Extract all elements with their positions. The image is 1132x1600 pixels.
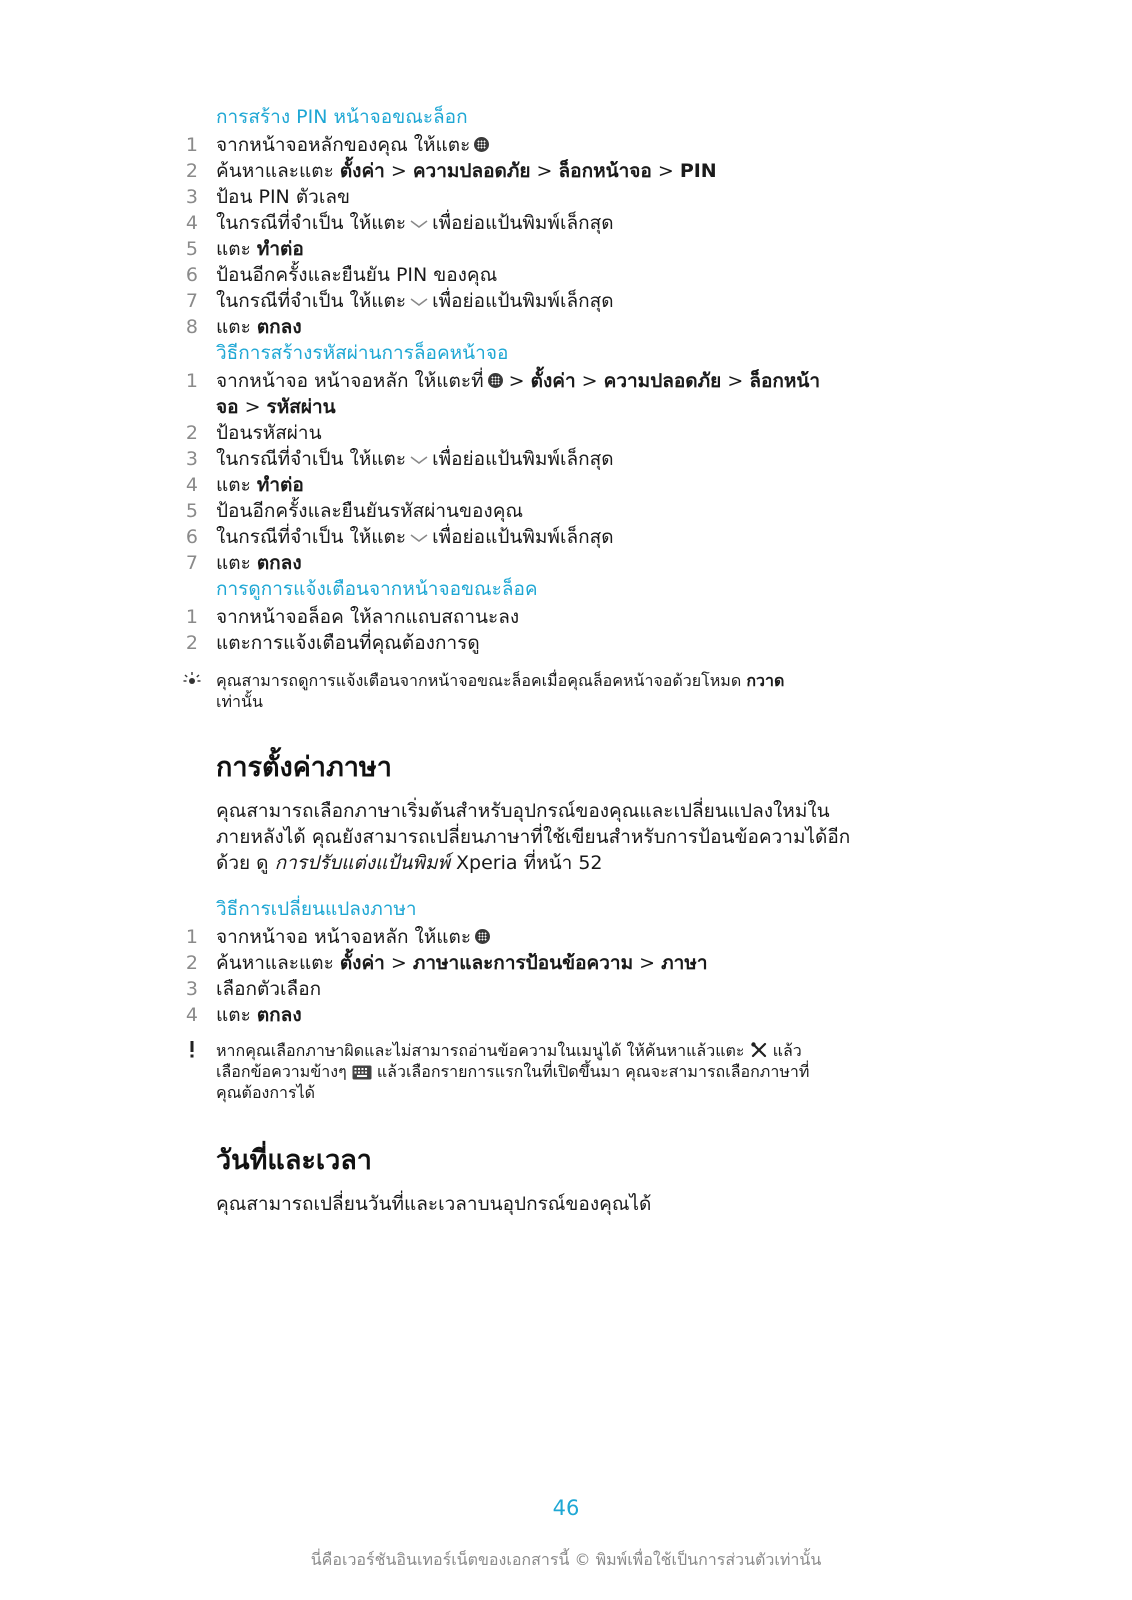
- list-item: [185, 950, 946, 976]
- footer-notice: นี่คือเวอร์ชันอินเทอร์เน็ตของเอกสารนี้ © พิมพ์เพื่อใช้เป็นการส่วนตัวเท่านั้น: [310, 1550, 822, 1569]
- step-number: 2: [185, 422, 198, 444]
- menu-path-password: รหัสผ่าน: [266, 396, 336, 418]
- list-item: [185, 1002, 946, 1028]
- list-item: [185, 184, 946, 210]
- list-item: [185, 472, 946, 498]
- step-number: 4: [185, 474, 198, 496]
- section-heading-password: วิธีการสร้างรหัสผ่านการล็อคหน้าจอ: [216, 342, 509, 364]
- step-text: เพื่อย่อแป้นพิมพ์เล็กสุด: [432, 526, 614, 548]
- chevron-down-icon: [409, 297, 429, 307]
- menu-path-settings: ตั้งค่า: [339, 160, 385, 182]
- tip-note: [216, 670, 946, 712]
- step-number: 7: [185, 552, 198, 574]
- intro-line: Xperia ที่หน้า 52: [450, 852, 603, 874]
- step-number: 3: [185, 186, 198, 208]
- step-text: แตะ: [216, 1004, 257, 1026]
- step-number: 2: [185, 632, 198, 654]
- step-number: 5: [185, 500, 198, 522]
- step-number: 7: [185, 290, 198, 312]
- list-item: [185, 288, 946, 314]
- list-item: [185, 420, 946, 446]
- cross-reference-link[interactable]: การปรับแต่งแป้นพิมพ์: [274, 852, 450, 874]
- step-number: 5: [185, 238, 198, 260]
- step-number: 3: [185, 448, 198, 470]
- step-number: 3: [185, 978, 198, 1000]
- step-text: แตะ: [216, 474, 257, 496]
- step-number: 8: [185, 316, 198, 338]
- button-name-continue: ทำต่อ: [256, 238, 304, 260]
- apps-icon: [474, 137, 489, 152]
- warning-text: หากคุณเลือกภาษาผิดและไม่สามารถอ่านข้อความในเมนูได้ ให้ค้นหาแล้วแตะ: [216, 1041, 745, 1060]
- step-text: เพื่อย่อแป้นพิมพ์เล็กสุด: [432, 212, 614, 234]
- chevron-down-icon: [409, 455, 429, 465]
- list-item: [185, 604, 946, 630]
- list-item: [185, 498, 946, 524]
- button-name-ok: ตกลง: [256, 552, 302, 574]
- menu-path-settings: ตั้งค่า: [339, 952, 385, 974]
- step-text: ในกรณีที่จำเป็น ให้แตะ: [216, 448, 407, 470]
- page-content: [185, 104, 946, 1217]
- step-text: ป้อนรหัสผ่าน: [216, 422, 322, 444]
- tools-icon: [750, 1041, 768, 1059]
- language-intro: [216, 798, 946, 876]
- menu-path-settings: ตั้งค่า: [530, 370, 576, 392]
- menu-path-screen-lock: จอ: [216, 396, 239, 418]
- apps-icon: [488, 373, 503, 388]
- step-text: ป้อน PIN ตัวเลข: [216, 186, 350, 208]
- path-separator: >: [238, 396, 267, 418]
- step-number: 1: [185, 926, 198, 948]
- step-number: 4: [185, 212, 198, 234]
- list-item: [185, 524, 946, 550]
- step-text: จากหน้าจอหลักของคุณ ให้แตะ: [216, 134, 471, 156]
- step-text: ค้นหาและแตะ: [216, 160, 340, 182]
- path-separator: >: [384, 160, 413, 182]
- intro-line: คุณสามารถเลือกภาษาเริ่มต้นสำหรับอุปกรณ์ของคุณและเปลี่ยนแปลงใหม่ใน: [216, 800, 830, 822]
- list-item: [185, 262, 946, 288]
- section-title-language: การตั้งค่าภาษา: [216, 752, 392, 783]
- steps-password: [185, 368, 946, 576]
- step-text: ในกรณีที่จำเป็น ให้แตะ: [216, 212, 407, 234]
- list-item: [185, 550, 946, 576]
- path-separator: >: [633, 952, 662, 974]
- step-text: เพื่อย่อแป้นพิมพ์เล็กสุด: [432, 290, 614, 312]
- step-number: 2: [185, 952, 198, 974]
- step-text: จากหน้าจอ หน้าจอหลัก ให้แตะ: [216, 926, 472, 948]
- exclamation-icon: [182, 1040, 202, 1060]
- step-text: แตะการแจ้งเตือนที่คุณต้องการดู: [216, 632, 480, 654]
- step-text: จากหน้าจอล็อค ให้ลากแถบสถานะลง: [216, 606, 520, 628]
- step-text: ในกรณีที่จำเป็น ให้แตะ: [216, 526, 407, 548]
- list-item: [185, 368, 946, 420]
- path-separator: >: [575, 370, 604, 392]
- step-text: แตะ: [216, 238, 257, 260]
- list-item: [185, 210, 946, 236]
- steps-pin: [185, 132, 946, 340]
- steps-language: [185, 924, 946, 1028]
- chevron-down-icon: [409, 219, 429, 229]
- list-item: [185, 924, 946, 950]
- list-item: [185, 314, 946, 340]
- menu-path-pin: PIN: [679, 160, 717, 182]
- step-number: 4: [185, 1004, 198, 1026]
- section-title-date-time: วันที่และเวลา: [216, 1145, 372, 1176]
- step-number: 6: [185, 264, 198, 286]
- step-text: ค้นหาและแตะ: [216, 952, 340, 974]
- section-heading-notifications: การดูการแจ้งเตือนจากหน้าจอขณะล็อค: [216, 578, 538, 600]
- path-separator: >: [530, 160, 559, 182]
- tip-text: คุณสามารถดูการแจ้งเตือนจากหน้าจอขณะล็อคเมื่อคุณล็อคหน้าจอด้วยโหมด: [216, 671, 747, 690]
- section-heading-pin: การสร้าง PIN หน้าจอขณะล็อก: [216, 106, 468, 128]
- lightbulb-icon: [182, 670, 202, 690]
- menu-path-security: ความปลอดภัย: [412, 160, 531, 182]
- intro-line: ภายหลังได้ คุณยังสามารถเปลี่ยนภาษาที่ใช้เขียนสำหรับการป้อนข้อความได้อีก: [216, 826, 851, 848]
- step-text: เลือกตัวเลือก: [216, 978, 322, 1000]
- tip-text: เท่านั้น: [216, 692, 263, 711]
- warning-text: แล้วเลือกรายการแรกในที่เปิดขึ้นมา คุณจะสามารถเลือกภาษาที่: [376, 1062, 810, 1081]
- step-number: 1: [185, 134, 198, 156]
- warning-text: แล้ว: [772, 1041, 802, 1060]
- list-item: [185, 158, 946, 184]
- warning-note: [216, 1040, 946, 1103]
- warning-text: เลือกข้อความข้างๆ: [216, 1062, 347, 1081]
- page-number: 46: [552, 1496, 580, 1520]
- path-separator: >: [651, 160, 680, 182]
- button-name-ok: ตกลง: [256, 1004, 302, 1026]
- step-number: 6: [185, 526, 198, 548]
- intro-line: ด้วย ดู: [216, 852, 275, 874]
- list-item: [185, 132, 946, 158]
- button-name-continue: ทำต่อ: [256, 474, 304, 496]
- step-text: แตะ: [216, 316, 257, 338]
- step-text: แตะ: [216, 552, 257, 574]
- warning-text: คุณต้องการได้: [216, 1083, 316, 1102]
- button-name-ok: ตกลง: [256, 316, 302, 338]
- step-text: ป้อนอีกครั้งและยืนยัน PIN ของคุณ: [216, 264, 498, 286]
- menu-path-language: ภาษา: [661, 952, 708, 974]
- list-item: [185, 630, 946, 656]
- apps-icon: [475, 929, 490, 944]
- step-text: ป้อนอีกครั้งและยืนยันรหัสผ่านของคุณ: [216, 500, 524, 522]
- chevron-down-icon: [409, 533, 429, 543]
- step-text: เพื่อย่อแป้นพิมพ์เล็กสุด: [432, 448, 614, 470]
- step-number: 2: [185, 160, 198, 182]
- step-text: ในกรณีที่จำเป็น ให้แตะ: [216, 290, 407, 312]
- list-item: [185, 976, 946, 1002]
- menu-path-screen-lock: ล็อกหน้าจอ: [558, 160, 652, 182]
- menu-path-security: ความปลอดภัย: [603, 370, 722, 392]
- mode-name-swipe: กวาด: [746, 671, 785, 690]
- path-separator: >: [721, 370, 750, 392]
- section-heading-change-language: วิธีการเปลี่ยนแปลงภาษา: [216, 898, 417, 920]
- step-number: 1: [185, 370, 198, 392]
- menu-path-language-input: ภาษาและการป้อนข้อความ: [412, 952, 634, 974]
- step-text: จากหน้าจอ หน้าจอหลัก ให้แตะที่: [216, 370, 484, 392]
- list-item: [185, 446, 946, 472]
- path-separator: >: [502, 370, 531, 392]
- step-number: 1: [185, 606, 198, 628]
- date-time-intro: คุณสามารถเปลี่ยนวันที่และเวลาบนอุปกรณ์ของคุณได้: [216, 1193, 652, 1215]
- menu-path-screen-lock: ล็อกหน้า: [749, 370, 821, 392]
- keyboard-icon: [352, 1065, 372, 1080]
- list-item: [185, 236, 946, 262]
- path-separator: >: [384, 952, 413, 974]
- steps-notifications: [185, 604, 946, 656]
